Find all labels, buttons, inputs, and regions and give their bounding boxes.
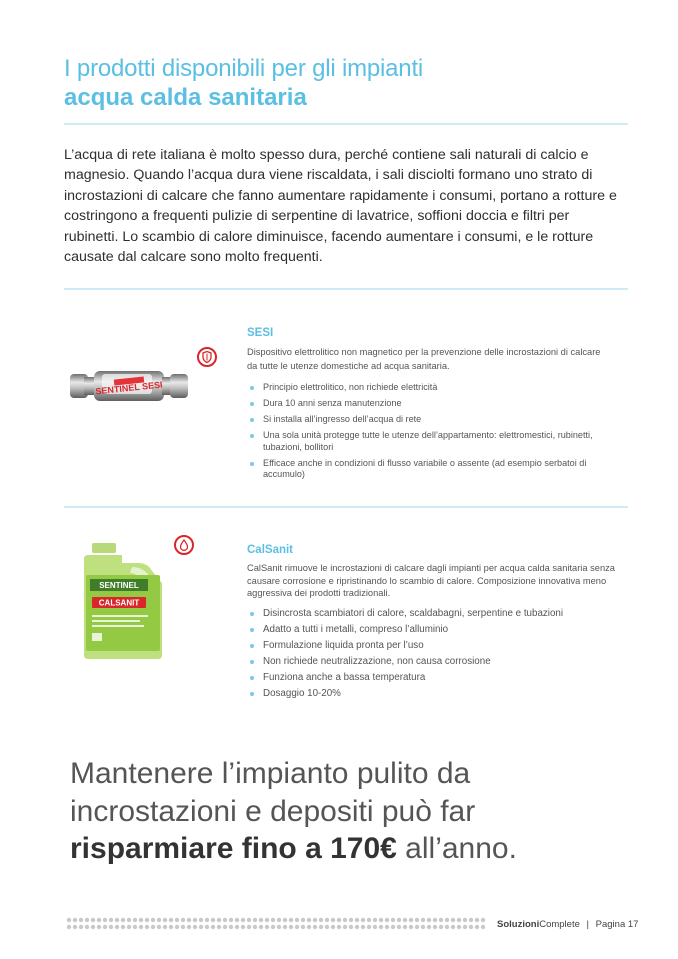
footer-dot [115,918,119,922]
footer-dot [127,918,131,922]
footer-dot [235,918,239,922]
footer-brand-bold: Soluzioni [497,919,540,930]
list-item: Si installa all’ingresso dell’acqua di rete [247,414,597,426]
footer-dot [163,925,167,929]
footer-dot [463,925,467,929]
divider [64,506,628,508]
footer-dot [103,918,107,922]
footer-dot [211,925,215,929]
footer-dot [475,918,479,922]
footer-dot [481,925,485,929]
footer-dot [373,918,377,922]
footer-dot [151,925,155,929]
tagline-rest: all’anno. [396,832,517,865]
footer-dot [397,918,401,922]
footer-dot [67,918,71,922]
footer-dot [67,925,71,929]
page-number: Pagina 17 [595,919,639,930]
tagline-bold: risparmiare fino a 170€ [70,832,397,865]
footer-brand-rest: Complete [539,919,580,930]
footer-dot [193,925,197,929]
footer-dot [229,918,233,922]
footer-dot [349,925,353,929]
footer-dot [343,918,347,922]
footer-dot [181,918,185,922]
footer-dot [193,918,197,922]
footer-dot [229,925,233,929]
footer-dot [175,918,179,922]
list-item: Principio elettrolitico, non richiede elettricità [247,382,597,394]
footer-dot [313,918,317,922]
footer-dot [319,918,323,922]
footer-dot [331,925,335,929]
footer-dot [79,918,83,922]
list-item: Dura 10 anni senza manutenzione [247,398,597,410]
footer-dot [121,925,125,929]
footer-dot [139,925,143,929]
footer-dot [157,918,161,922]
footer-dot [211,918,215,922]
tagline-line-2: incrostazioni e depositi può far [70,794,476,828]
product-title-calsanit: CalSanit [247,544,294,556]
footer-dot [331,918,335,922]
footer [497,919,638,930]
footer-dot [355,925,359,929]
footer-dot [481,918,485,922]
product-description-sesi: Dispositivo elettrolitico non magnetico per la prevenzione delle incrostazioni di calcare da tutte le utenze domestiche ad acqua sanitaria. [247,347,601,371]
footer-dot [319,925,323,929]
footer-dot [223,918,227,922]
dot-pattern [66,917,486,931]
footer-dot [313,925,317,929]
footer-dot [277,925,281,929]
footer-dot [355,918,359,922]
footer-dot [343,925,347,929]
footer-dot [373,925,377,929]
tagline-line-1: Mantenere l’impianto pulito da [70,757,471,790]
footer-dot [421,918,425,922]
footer-dot [241,925,245,929]
footer-dot [121,918,125,922]
footer-dot [271,918,275,922]
footer-dot [289,918,293,922]
footer-dot [439,925,443,929]
footer-dot [307,925,311,929]
footer-dot [301,918,305,922]
footer-dot [217,925,221,929]
footer-dot [457,925,461,929]
footer-dot [403,918,407,922]
footer-dot [397,925,401,929]
footer-dot [349,918,353,922]
footer-dot [463,918,467,922]
divider [64,288,628,290]
footer-dot [451,925,455,929]
list-item: Formulazione liquida pronta per l’uso [247,640,627,652]
footer-dot [445,918,449,922]
footer-dot [289,925,293,929]
footer-dot [169,918,173,922]
footer-dot [247,918,251,922]
list-item: Una sola unità protegge tutte le utenze dell’appartamento: elettromestici, rubinetti, tubazioni, bollitori [247,430,597,453]
footer-dot [181,925,185,929]
footer-dot [433,918,437,922]
footer-dot [433,925,437,929]
footer-dot [91,925,95,929]
footer-dot [307,918,311,922]
footer-dot [277,918,281,922]
tagline [70,755,630,868]
footer-dot [109,918,113,922]
footer-dot [79,925,83,929]
list-item: Disincrosta scambiatori di calore, scaldabagni, serpentine e tubazioni [247,608,627,620]
list-item: Dosaggio 10-20% [247,688,627,700]
feature-list-calsanit [247,608,627,704]
footer-dot [409,925,413,929]
page-title-bold: acqua calda sanitaria [64,84,307,111]
footer-dot [283,925,287,929]
footer-dot [223,925,227,929]
intro-paragraph: L’acqua di rete italiana è molto spesso dura, perché contiene sali naturali di calcio e magnesio. Quando l’acqua dura viene riscaldata, i sali disciolti formano uno strato di incrostazioni di calcare che fanno aumentare rapidamente i consumi, portano a rotture e costringono a frequenti pulizie di serpentine di lavatrice, soffioni doccia e filtri per rubinetti. Lo scambio di calore diminuisce, facendo aumentare i consumi, e le rotture causate dal calcare sono molto frequenti. [64,147,617,266]
footer-dot [85,918,89,922]
footer-dot [421,925,425,929]
footer-dot [439,918,443,922]
footer-separator: | [586,919,589,930]
footer-dot [187,918,191,922]
footer-dot [157,925,161,929]
footer-dot [403,925,407,929]
water-drop-icon [174,535,194,555]
footer-dot [175,925,179,929]
calsanit-image-brand: SENTINEL [99,581,139,590]
footer-dot [217,918,221,922]
footer-dot [391,918,395,922]
footer-dot [379,925,383,929]
footer-dot [427,918,431,922]
footer-dot [163,918,167,922]
footer-dot [385,925,389,929]
footer-dot [265,918,269,922]
footer-dot [151,918,155,922]
footer-dot [427,925,431,929]
footer-dot [361,918,365,922]
footer-dot [271,925,275,929]
footer-dot [415,925,419,929]
footer-dot [265,925,269,929]
footer-dot [283,918,287,922]
sesi-image-label: SENTINEL SESI [94,379,164,397]
footer-dot [205,925,209,929]
footer-dot [115,925,119,929]
footer-dot [91,918,95,922]
footer-dot [133,918,137,922]
footer-dot [361,925,365,929]
footer-dot [73,925,77,929]
footer-dot [451,918,455,922]
footer-dot [133,925,137,929]
footer-dot [385,918,389,922]
footer-dot [127,925,131,929]
footer-dot [187,925,191,929]
footer-dot [235,925,239,929]
footer-dot [139,918,143,922]
footer-dot [241,918,245,922]
footer-dot [253,925,257,929]
footer-dot [97,918,101,922]
footer-dot [109,925,113,929]
footer-dot [85,925,89,929]
footer-dot [103,925,107,929]
feature-list-sesi [247,382,597,485]
product-title-sesi: SESI [247,327,274,339]
calsanit-product-image [82,543,166,661]
footer-dot [205,918,209,922]
footer-dot [73,918,77,922]
footer-dot [325,925,329,929]
footer-dot [469,918,473,922]
footer-dot [337,918,341,922]
footer-dot [367,918,371,922]
footer-dot [145,925,149,929]
list-item: Adatto a tutti i metalli, compreso l’alluminio [247,624,627,636]
footer-dot [259,918,263,922]
footer-dot [367,925,371,929]
product-description-calsanit: CalSanit rimuove le incrostazioni di calcare dagli impianti per acqua calda sanitaria senza causare corrosione e ripristinando lo scambio di calore. Composizione innovativa meno aggressiva dei prodotti tradizionali. [247,563,615,598]
footer-dot [145,918,149,922]
footer-dot [295,918,299,922]
calsanit-image-label: CALSANIT [98,598,140,608]
footer-dot [475,925,479,929]
shield-icon [197,347,217,367]
page-title-light: I prodotti disponibili per gli impianti [64,55,424,82]
list-item: Funziona anche a bassa temperatura [247,672,627,684]
footer-dot [247,925,251,929]
list-item: Non richiede neutralizzazione, non causa corrosione [247,656,627,668]
list-item: Efficace anche in condizioni di flusso variabile o assente (ad esempio serbatoi di accumulo) [247,458,597,481]
footer-dot [337,925,341,929]
footer-dot [469,925,473,929]
footer-dot [409,918,413,922]
divider [64,123,628,125]
footer-dot [445,925,449,929]
footer-dot [457,918,461,922]
sesi-product-image [70,360,188,410]
footer-dot [295,925,299,929]
footer-dot [199,925,203,929]
footer-dot [391,925,395,929]
footer-dot [169,925,173,929]
tagline-line-3 [70,830,630,868]
footer-dot [253,918,257,922]
footer-dot [301,925,305,929]
footer-dot [259,925,263,929]
footer-dot [199,918,203,922]
footer-dot [379,918,383,922]
footer-dot [325,918,329,922]
footer-dot [97,925,101,929]
footer-dot [415,918,419,922]
